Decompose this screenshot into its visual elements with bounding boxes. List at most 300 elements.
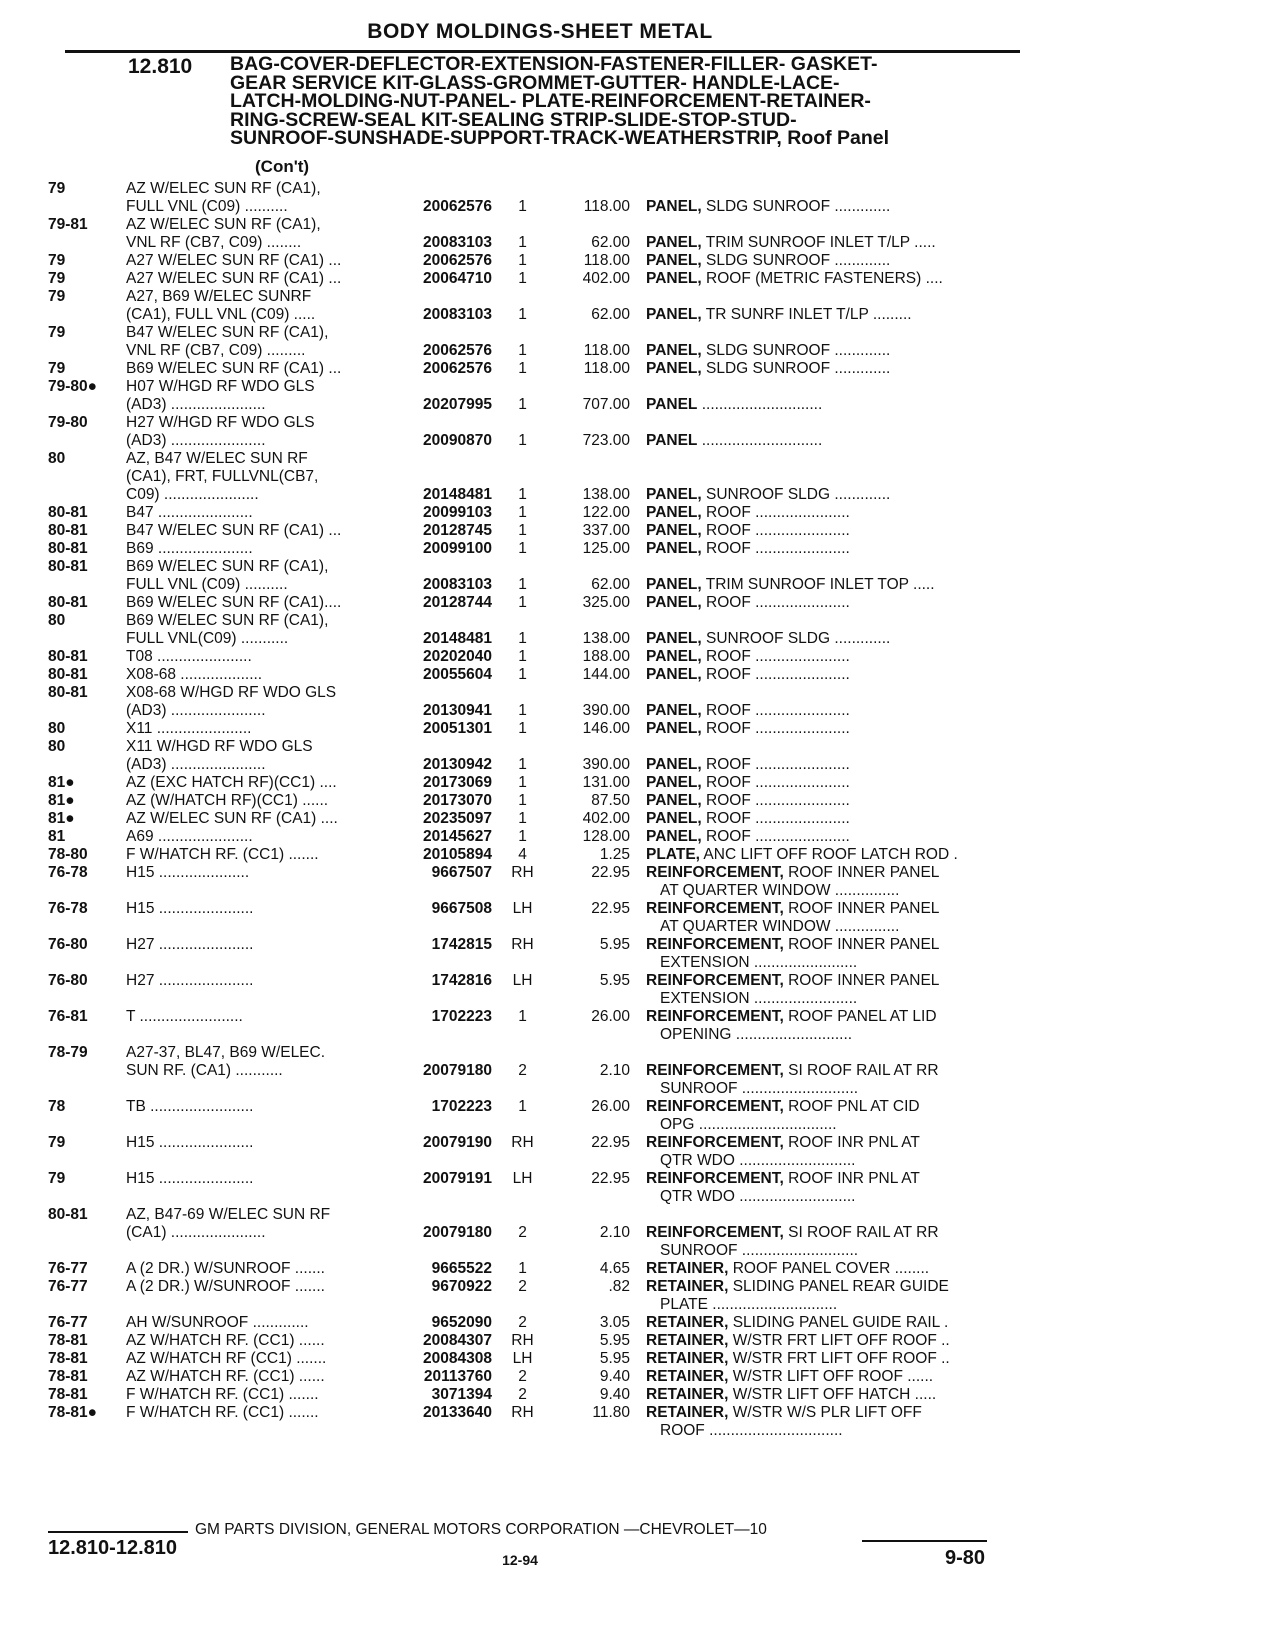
part-description: [646, 306, 1021, 324]
model-desc: X08-68 W/HGD RF WDO GLS: [126, 684, 337, 701]
part-detail: SI ROOF RAIL AT RR: [788, 1224, 939, 1241]
price: 337.00: [582, 522, 630, 539]
model-year: 80-81: [48, 504, 88, 521]
part-number: 9667508: [431, 900, 492, 917]
price: 188.00: [582, 648, 630, 665]
part-name: PANEL,: [646, 792, 702, 809]
part-name: PANEL,: [646, 504, 702, 521]
part-detail: ROOF INNER PANEL: [788, 864, 940, 881]
price: 9.40: [599, 1368, 630, 1385]
model-desc: B69 W/ELEC SUN RF (CA1)....: [126, 594, 342, 611]
model-year: 76-78: [48, 900, 88, 917]
quantity: 2: [518, 1224, 527, 1241]
price: 131.00: [582, 774, 630, 791]
quantity: RH: [511, 864, 534, 881]
part-name: REINFORCEMENT,: [646, 900, 784, 917]
part-number: 9665522: [431, 1260, 492, 1277]
model-desc: (AD3) ......................: [126, 756, 266, 773]
model-desc: (AD3) ......................: [126, 702, 266, 719]
model-desc: A27, B69 W/ELEC SUNRF: [126, 288, 312, 305]
part-number: 20128745: [423, 522, 492, 539]
part-detail: W/STR LIFT OFF ROOF ......: [732, 1368, 934, 1385]
price: 390.00: [582, 756, 630, 773]
part-number: 20113760: [423, 1368, 492, 1385]
model-desc: B47 W/ELEC SUN RF (CA1) ...: [126, 522, 342, 539]
model-desc: SUN RF. (CA1) ...........: [126, 1062, 283, 1079]
quantity: 1: [518, 396, 527, 413]
quantity: 1: [518, 252, 527, 269]
part-name: RETAINER,: [646, 1368, 729, 1385]
footer-date: 9-80: [945, 1547, 986, 1569]
part-name: PANEL,: [646, 234, 702, 251]
quantity: 1: [518, 504, 527, 521]
part-description-continued: AT QUARTER WINDOW ...............: [660, 882, 900, 899]
part-description-continued: QTR WDO ...........................: [660, 1188, 856, 1205]
model-desc: (CA1), FULL VNL (C09) .....: [126, 306, 316, 323]
part-name: PANEL,: [646, 828, 702, 845]
part-number: 20079191: [423, 1170, 492, 1187]
model-desc: A27-37, BL47, B69 W/ELEC.: [126, 1044, 326, 1061]
quantity: 1: [518, 792, 527, 809]
part-name: PANEL,: [646, 720, 702, 737]
part-description: [646, 630, 1021, 648]
model-year: 80-81: [48, 594, 88, 611]
part-detail: ROOF PANEL COVER ........: [732, 1260, 930, 1277]
part-detail: ROOF ......................: [706, 648, 850, 665]
model-desc: F W/HATCH RF. (CC1) .......: [126, 1404, 319, 1421]
quantity: LH: [512, 1350, 533, 1367]
part-name: PANEL,: [646, 702, 702, 719]
price: 402.00: [582, 810, 630, 827]
quantity: 1: [518, 1260, 527, 1277]
part-number: 20051301: [423, 720, 492, 737]
price: 122.00: [582, 504, 630, 521]
model-desc: AZ, B47-69 W/ELEC SUN RF: [126, 1206, 331, 1223]
part-number: 20055604: [423, 666, 492, 683]
price: 4.65: [599, 1260, 630, 1277]
part-name: REINFORCEMENT,: [646, 1098, 784, 1115]
part-description: [646, 1062, 1021, 1080]
quantity: LH: [512, 900, 533, 917]
model-year: 80-81: [48, 648, 88, 665]
part-number: 20083103: [423, 306, 492, 323]
part-detail: ............................: [701, 432, 823, 449]
model-desc: H27 ......................: [126, 936, 254, 953]
part-number: 20235097: [423, 810, 492, 827]
model-desc: X08-68 ...................: [126, 666, 263, 683]
part-detail: SI ROOF RAIL AT RR: [788, 1062, 939, 1079]
price: 118.00: [583, 252, 630, 269]
model-desc: FULL VNL (C09) ..........: [126, 576, 288, 593]
part-description-continued: ROOF ...............................: [660, 1422, 843, 1439]
quantity: 1: [518, 270, 527, 287]
part-description: [646, 936, 1021, 954]
model-desc: B69 W/ELEC SUN RF (CA1),: [126, 558, 329, 575]
part-description: [646, 1368, 1021, 1386]
part-number: 20173070: [423, 792, 492, 809]
part-number: 20083103: [423, 576, 492, 593]
part-name: RETAINER,: [646, 1278, 729, 1295]
part-description: [646, 846, 1021, 864]
part-number: 20084307: [423, 1332, 492, 1349]
part-description: [646, 1386, 1021, 1404]
model-desc: A (2 DR.) W/SUNROOF .......: [126, 1278, 325, 1295]
page-header-title: BODY MOLDINGS-SHEET METAL: [367, 20, 713, 43]
part-description: [646, 810, 1021, 828]
model-desc: B47 ......................: [126, 504, 253, 521]
part-name: PANEL,: [646, 756, 702, 773]
model-year: 76-77: [48, 1278, 88, 1295]
part-name: REINFORCEMENT,: [646, 1134, 784, 1151]
part-description: [646, 1170, 1021, 1188]
part-detail: ROOF ......................: [706, 702, 850, 719]
quantity: 1: [518, 234, 527, 251]
part-detail: SUNROOF SLDG .............: [706, 486, 891, 503]
model-year: 76-80: [48, 936, 88, 953]
model-desc: AZ W/ELEC SUN RF (CA1),: [126, 216, 321, 233]
part-detail: ROOF INNER PANEL: [788, 936, 940, 953]
part-name: PANEL,: [646, 360, 702, 377]
model-desc: AH W/SUNROOF .............: [126, 1314, 309, 1331]
price: 1.25: [599, 846, 630, 863]
part-description: [646, 702, 1021, 720]
model-desc: AZ W/ELEC SUN RF (CA1) ....: [126, 810, 338, 827]
price: 5.95: [599, 936, 630, 953]
price: 2.10: [599, 1224, 630, 1241]
part-number: 20148481: [423, 630, 492, 647]
price: 22.95: [591, 900, 630, 917]
part-number: 1742816: [431, 972, 492, 989]
part-detail: W/STR W/S PLR LIFT OFF: [732, 1404, 922, 1421]
price: 22.95: [591, 1170, 630, 1187]
part-description: [646, 792, 1021, 810]
part-detail: ROOF PNL AT CID: [788, 1098, 920, 1115]
section-title-line: BAG-COVER-DEFLECTOR-EXTENSION-FASTENER-FILLER- GASKET-: [230, 53, 878, 75]
part-name: RETAINER,: [646, 1404, 729, 1421]
price: 5.95: [599, 1350, 630, 1367]
price: 723.00: [582, 432, 630, 449]
model-desc: H15 ......................: [126, 1170, 254, 1187]
part-description: [646, 864, 1021, 882]
model-desc: A27 W/ELEC SUN RF (CA1) ...: [126, 270, 342, 287]
part-number: 20130941: [423, 702, 492, 719]
quantity: 1: [518, 540, 527, 557]
quantity: 1: [518, 486, 527, 503]
part-name: REINFORCEMENT,: [646, 1224, 784, 1241]
footer-publisher: GM PARTS DIVISION, GENERAL MOTORS CORPORATION —CHEVROLET—10: [195, 1521, 767, 1538]
part-detail: W/STR LIFT OFF HATCH .....: [732, 1386, 937, 1403]
model-year: 79: [48, 1134, 66, 1151]
part-description: [646, 432, 1021, 450]
part-number: 9652090: [431, 1314, 492, 1331]
part-name: PANEL,: [646, 648, 702, 665]
model-year: 78-81: [48, 1332, 88, 1349]
part-description: [646, 522, 1021, 540]
part-name: PANEL,: [646, 306, 702, 323]
part-number: 20148481: [423, 486, 492, 503]
model-year: 78-81: [48, 1368, 88, 1385]
model-year: 78: [48, 1098, 66, 1115]
part-description: [646, 486, 1021, 504]
price: 22.95: [591, 864, 630, 881]
model-desc: B69 ......................: [126, 540, 253, 557]
model-desc: AZ W/ELEC SUN RF (CA1),: [126, 180, 321, 197]
part-description: [646, 1008, 1021, 1026]
model-year: 76-77: [48, 1314, 88, 1331]
part-description: [646, 1332, 1021, 1350]
section-title: [230, 55, 1020, 148]
part-number: 20079180: [423, 1062, 492, 1079]
part-name: PANEL,: [646, 540, 702, 557]
price: 390.00: [582, 702, 630, 719]
quantity: 1: [518, 702, 527, 719]
part-name: REINFORCEMENT,: [646, 936, 784, 953]
quantity: 1: [518, 1098, 527, 1115]
part-name: PANEL,: [646, 666, 702, 683]
model-year: 81●: [48, 774, 75, 791]
model-desc: B69 W/ELEC SUN RF (CA1) ...: [126, 360, 342, 377]
part-number: 20084308: [423, 1350, 492, 1367]
part-description-continued: QTR WDO ...........................: [660, 1152, 856, 1169]
model-desc: H15 .....................: [126, 864, 250, 881]
part-name: REINFORCEMENT,: [646, 864, 784, 881]
quantity: 2: [518, 1278, 527, 1295]
part-number: 20099103: [423, 504, 492, 521]
part-description: [646, 1224, 1021, 1242]
part-number: 9667507: [431, 864, 492, 881]
part-detail: ROOF ......................: [706, 594, 850, 611]
part-description: [646, 270, 1021, 288]
model-year: 78-81: [48, 1386, 88, 1403]
part-number: 20064710: [423, 270, 492, 287]
price: 87.50: [591, 792, 630, 809]
part-number: 20062576: [423, 252, 492, 269]
model-desc: A (2 DR.) W/SUNROOF .......: [126, 1260, 325, 1277]
model-year: 79: [48, 1170, 66, 1187]
part-detail: ROOF ......................: [706, 666, 850, 683]
part-number: 20062576: [423, 360, 492, 377]
model-desc: B47 W/ELEC SUN RF (CA1),: [126, 324, 329, 341]
part-detail: ANC LIFT OFF ROOF LATCH ROD .: [703, 846, 958, 863]
part-detail: ROOF ......................: [706, 810, 850, 827]
model-year: 80: [48, 612, 66, 629]
part-detail: ROOF ......................: [706, 756, 850, 773]
quantity: RH: [511, 1134, 534, 1151]
model-desc: FULL VNL (C09) ..........: [126, 198, 288, 215]
model-year: 79: [48, 180, 66, 197]
model-year: 81: [48, 828, 66, 845]
model-year: 80-81: [48, 558, 88, 575]
part-description: [646, 396, 1021, 414]
quantity: LH: [512, 972, 533, 989]
part-detail: ROOF PANEL AT LID: [788, 1008, 937, 1025]
model-desc: H07 W/HGD RF WDO GLS: [126, 378, 315, 395]
part-name: PANEL,: [646, 576, 702, 593]
price: 138.00: [582, 486, 630, 503]
part-name: RETAINER,: [646, 1386, 729, 1403]
part-name: REINFORCEMENT,: [646, 1170, 784, 1187]
quantity: RH: [511, 1404, 534, 1421]
part-name: REINFORCEMENT,: [646, 1008, 784, 1025]
part-description: [646, 648, 1021, 666]
quantity: 1: [518, 756, 527, 773]
price: 118.00: [583, 198, 630, 215]
part-description: [646, 360, 1021, 378]
model-year: 76-81: [48, 1008, 88, 1025]
part-detail: ............................: [701, 396, 823, 413]
part-name: PANEL,: [646, 774, 702, 791]
footer-rule-left: [48, 1531, 188, 1533]
price: 125.00: [582, 540, 630, 557]
model-year: 79: [48, 252, 66, 269]
part-name: PANEL: [646, 396, 698, 413]
part-number: 20079190: [423, 1134, 492, 1151]
price: 3.05: [599, 1314, 630, 1331]
part-detail: TRIM SUNROOF INLET T/LP .....: [705, 234, 936, 251]
quantity: 4: [518, 846, 527, 863]
part-detail: ROOF ......................: [706, 540, 850, 557]
section-number: 12.810: [128, 55, 193, 78]
part-name: PANEL,: [646, 630, 702, 647]
quantity: 1: [518, 648, 527, 665]
price: 26.00: [591, 1008, 630, 1025]
part-description: [646, 342, 1021, 360]
quantity: 2: [518, 1314, 527, 1331]
part-description: [646, 666, 1021, 684]
part-name: PANEL,: [646, 594, 702, 611]
part-number: 1702223: [431, 1098, 492, 1115]
model-year: 78-81●: [48, 1404, 98, 1421]
model-desc: AZ (EXC HATCH RF)(CC1) ....: [126, 774, 337, 791]
quantity: 1: [518, 432, 527, 449]
quantity: 2: [518, 1062, 527, 1079]
part-description: [646, 504, 1021, 522]
part-description: [646, 1404, 1021, 1422]
part-detail: ROOF INNER PANEL: [788, 972, 940, 989]
part-description: [646, 198, 1021, 216]
part-number: 9670922: [431, 1278, 492, 1295]
part-detail: TRIM SUNROOF INLET TOP .....: [705, 576, 935, 593]
model-desc: H15 ......................: [126, 1134, 254, 1151]
price: 62.00: [591, 306, 630, 323]
price: .82: [608, 1278, 630, 1295]
part-description: [646, 1134, 1021, 1152]
part-description-continued: OPENING ...........................: [660, 1026, 853, 1043]
price: 62.00: [591, 234, 630, 251]
quantity: 1: [518, 810, 527, 827]
part-description: [646, 720, 1021, 738]
part-number: 20130942: [423, 756, 492, 773]
part-name: REINFORCEMENT,: [646, 1062, 784, 1079]
model-year: 79: [48, 324, 66, 341]
model-year: 79-80: [48, 414, 88, 431]
model-year: 80-81: [48, 684, 88, 701]
part-detail: W/STR FRT LIFT OFF ROOF ..: [732, 1350, 950, 1367]
part-description-continued: SUNROOF ...........................: [660, 1242, 859, 1259]
model-desc: (AD3) ......................: [126, 396, 266, 413]
part-number: 20207995: [423, 396, 492, 413]
price: 146.00: [582, 720, 630, 737]
quantity: 1: [518, 1008, 527, 1025]
price: 707.00: [582, 396, 630, 413]
price: 138.00: [582, 630, 630, 647]
model-desc: T08 ......................: [126, 648, 252, 665]
model-desc: (CA1), FRT, FULLVNL(CB7,: [126, 468, 319, 485]
price: 144.00: [582, 666, 630, 683]
section-title-line: SUNROOF-SUNSHADE-SUPPORT-TRACK-WEATHERSTRIP, Roof Panel: [230, 127, 890, 149]
part-detail: ROOF INNER PANEL: [788, 900, 940, 917]
part-name: REINFORCEMENT,: [646, 972, 784, 989]
part-detail: SLIDING PANEL GUIDE RAIL .: [732, 1314, 949, 1331]
part-detail: ROOF ......................: [706, 774, 850, 791]
section-continued-label: (Con't): [255, 157, 310, 176]
part-number: 1742815: [431, 936, 492, 953]
model-year: 79: [48, 360, 66, 377]
part-name: RETAINER,: [646, 1314, 729, 1331]
part-name: PANEL,: [646, 486, 702, 503]
part-name: RETAINER,: [646, 1260, 729, 1277]
model-year: 80-81: [48, 1206, 88, 1223]
part-name: PLATE,: [646, 846, 700, 863]
model-year: 80-81: [48, 522, 88, 539]
section-title-line: GEAR SERVICE KIT-GLASS-GROMMET-GUTTER- HANDLE-LACE-: [230, 71, 840, 94]
model-desc: AZ, B47 W/ELEC SUN RF: [126, 450, 308, 467]
part-detail: SLIDING PANEL REAR GUIDE: [732, 1278, 949, 1295]
model-year: 78-81: [48, 1350, 88, 1367]
quantity: 1: [518, 720, 527, 737]
part-description: [646, 252, 1021, 270]
part-number: 20105894: [423, 846, 492, 863]
part-description: [646, 1260, 1021, 1278]
model-year: 80: [48, 738, 66, 755]
part-number: 20145627: [423, 828, 492, 845]
model-desc: A27 W/ELEC SUN RF (CA1) ...: [126, 252, 342, 269]
part-description-continued: OPG ................................: [660, 1116, 837, 1133]
model-year: 79-80●: [48, 378, 98, 395]
part-detail: ROOF ......................: [706, 720, 850, 737]
footer-rule-right: [862, 1540, 987, 1542]
model-desc: AZ (W/HATCH RF)(CC1) ......: [126, 792, 329, 809]
price: 118.00: [583, 342, 630, 359]
quantity: 1: [518, 306, 527, 323]
model-year: 80-81: [48, 666, 88, 683]
part-name: PANEL,: [646, 810, 702, 827]
quantity: 1: [518, 360, 527, 377]
model-desc: X11 ......................: [126, 720, 252, 737]
model-desc: VNL RF (CB7, C09) ........: [126, 234, 302, 251]
part-number: 20202040: [423, 648, 492, 665]
part-name: RETAINER,: [646, 1332, 729, 1349]
model-year: 79: [48, 270, 66, 287]
model-year: 76-80: [48, 972, 88, 989]
part-description: [646, 576, 1021, 594]
section-title-line: RING-SCREW-SEAL KIT-SEALING STRIP-SLIDE-STOP-STUD-: [230, 108, 797, 131]
model-year: 78-79: [48, 1044, 88, 1061]
model-desc: H27 ......................: [126, 972, 254, 989]
part-detail: ROOF ......................: [706, 522, 850, 539]
model-desc: T ........................: [126, 1008, 243, 1025]
section-title-line: LATCH-MOLDING-NUT-PANEL- PLATE-REINFORCEMENT-RETAINER-: [230, 90, 871, 112]
price: 118.00: [583, 360, 630, 377]
part-description: [646, 756, 1021, 774]
part-description-continued: PLATE .............................: [660, 1296, 838, 1313]
model-year: 80: [48, 720, 66, 737]
part-detail: SUNROOF SLDG .............: [706, 630, 891, 647]
model-desc: (AD3) ......................: [126, 432, 266, 449]
part-number: 20083103: [423, 234, 492, 251]
part-number: 20173069: [423, 774, 492, 791]
part-description: [646, 1098, 1021, 1116]
